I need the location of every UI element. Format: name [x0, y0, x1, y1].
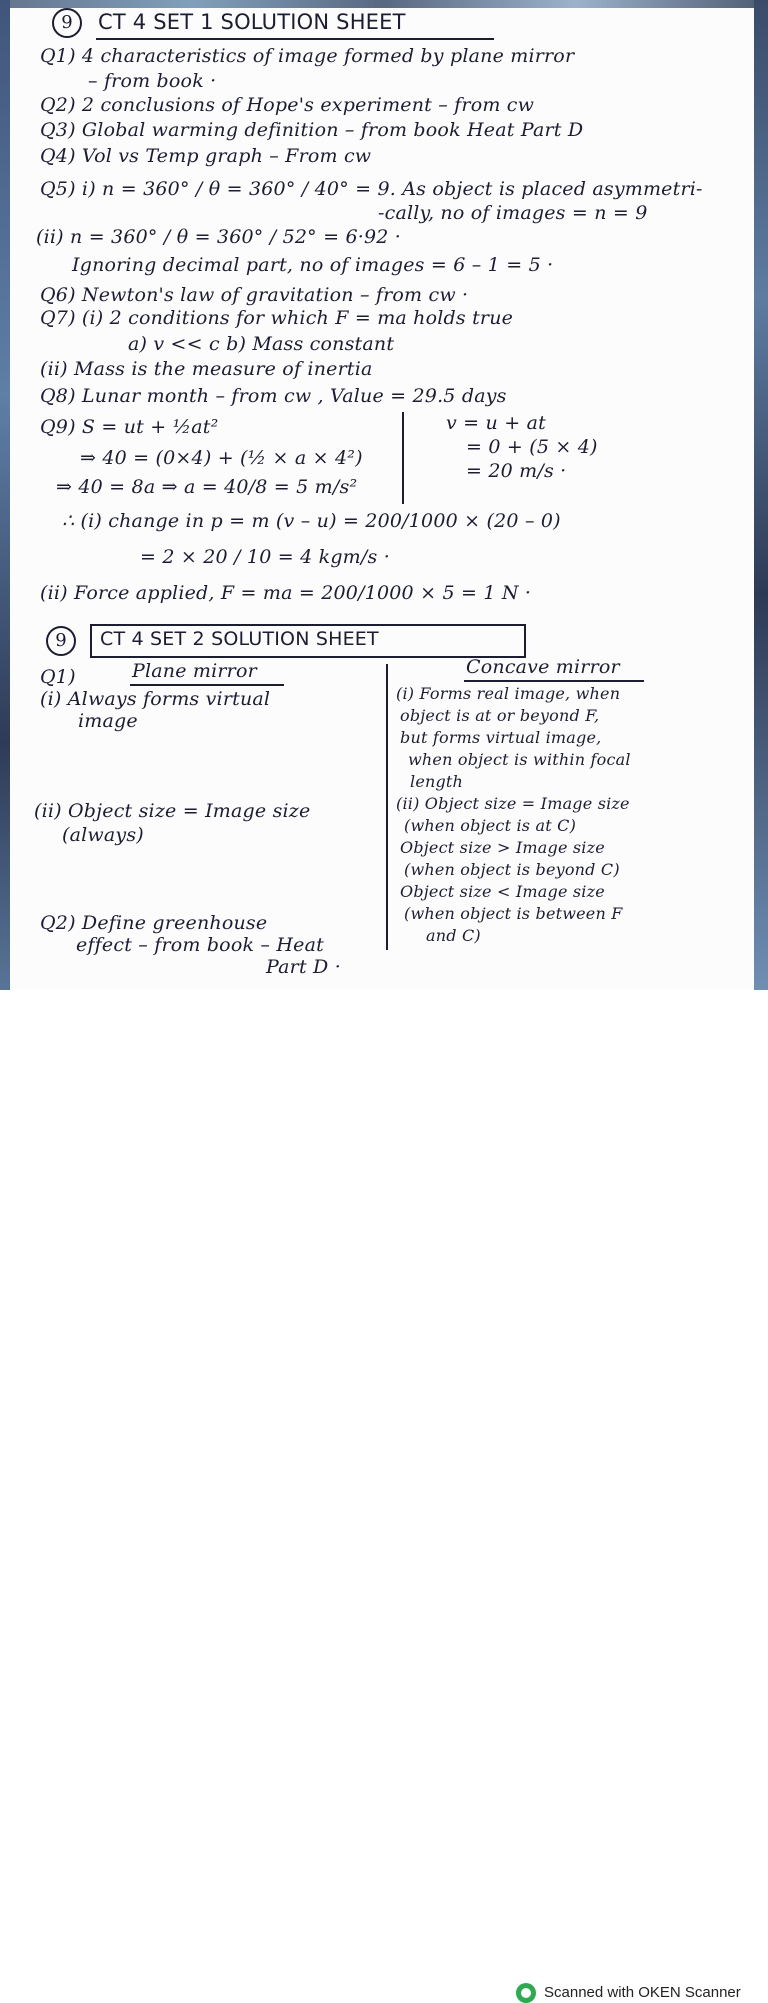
question-badge: 9: [46, 626, 76, 656]
set1-line: Q5) i) n = 360° / θ = 360° / 40° = 9. As object is placed asymmetri-: [40, 178, 703, 200]
right-line: but forms virtual image,: [400, 728, 602, 747]
column-divider: [386, 664, 388, 950]
right-line: and C): [426, 926, 481, 945]
set1-line: Q2) 2 conclusions of Hope's experiment – from cw: [40, 94, 535, 116]
set2-q2-line: Q2) Define greenhouse: [40, 912, 268, 934]
scanner-watermark: Scanned with OKEN Scanner: [544, 1984, 741, 2001]
set2-q2-line: Part D ·: [266, 956, 341, 978]
set2-header: CT 4 SET 2 SOLUTION SHEET: [100, 628, 379, 650]
set1-line: Q3) Global warming definition – from book Heat Part D: [40, 119, 584, 141]
set1-line: Q8) Lunar month – from cw , Value = 29.5 days: [40, 385, 507, 407]
right-line: (when object is beyond C): [404, 860, 620, 879]
right-line: when object is within focal: [408, 750, 631, 769]
set2-q1: Q1): [40, 666, 76, 688]
left-line: (always): [62, 824, 144, 846]
set1-line: a) v << c b) Mass constant: [128, 333, 395, 355]
set1-line: Q1) 4 characteristics of image formed by plane mirror: [40, 45, 575, 67]
column-divider: [402, 412, 404, 504]
set1-line: = 2 × 20 / 10 = 4 kgm/s ·: [140, 546, 390, 568]
set1-line: = 20 m/s ·: [466, 460, 567, 482]
page-edge-left: [0, 0, 10, 990]
scanner-footer: [0, 990, 768, 2001]
left-line: (i) Always forms virtual: [40, 688, 271, 710]
set1-line: (ii) n = 360° / θ = 360° / 52° = 6·92 ·: [36, 226, 402, 248]
set1-line: Ignoring decimal part, no of images = 6 – 1 = 5 ·: [72, 254, 554, 276]
set1-line: (ii) Force applied, F = ma = 200/1000 × 5 = 1 N ·: [40, 582, 532, 604]
set1-line: Q4) Vol vs Temp graph – From cw: [40, 145, 372, 167]
right-line: (ii) Object size = Image size: [396, 794, 630, 813]
set1-line: Q7) (i) 2 conditions for which F = ma holds true: [40, 307, 514, 329]
set1-line: ∴ (i) change in p = m (v – u) = 200/1000 × (20 – 0): [62, 510, 561, 532]
set1-line: ⇒ 40 = 8a ⇒ a = 40/8 = 5 m/s²: [56, 476, 358, 498]
left-column-title: Plane mirror: [132, 660, 257, 682]
right-line: Object size > Image size: [400, 838, 605, 857]
set1-header-underline: [96, 38, 494, 40]
set1-line: (ii) Mass is the measure of inertia: [40, 358, 373, 380]
set1-line: ⇒ 40 = (0×4) + (½ × a × 4²): [80, 447, 363, 469]
right-title-underline: [464, 680, 644, 682]
page-edge-right: [754, 0, 768, 990]
right-column-title: Concave mirror: [466, 656, 620, 678]
right-line: (when object is between F: [404, 904, 623, 923]
question-badge: 9: [52, 8, 82, 38]
right-line: length: [410, 772, 464, 791]
left-line: (ii) Object size = Image size: [34, 800, 311, 822]
set2-q2-line: effect – from book – Heat: [76, 934, 324, 956]
set1-line: v = u + at: [446, 412, 546, 434]
right-line: Object size < Image size: [400, 882, 605, 901]
set1-header: CT 4 SET 1 SOLUTION SHEET: [98, 10, 406, 34]
left-line: image: [78, 710, 138, 732]
set1-line: – from book ·: [88, 70, 217, 92]
set1-line: Q6) Newton's law of gravitation – from cw ·: [40, 284, 469, 306]
set1-line: Q9) S = ut + ½at²: [40, 416, 219, 438]
right-line: (when object is at C): [404, 816, 577, 835]
left-title-underline: [130, 684, 284, 686]
right-line: (i) Forms real image, when: [396, 684, 621, 703]
set1-line: = 0 + (5 × 4): [466, 436, 598, 458]
right-line: object is at or beyond F,: [400, 706, 600, 725]
set1-line: -cally, no of images = n = 9: [378, 202, 648, 224]
oken-logo-icon: [516, 1983, 536, 2003]
page-edge-top: [0, 0, 768, 8]
notebook-page: [0, 0, 768, 990]
